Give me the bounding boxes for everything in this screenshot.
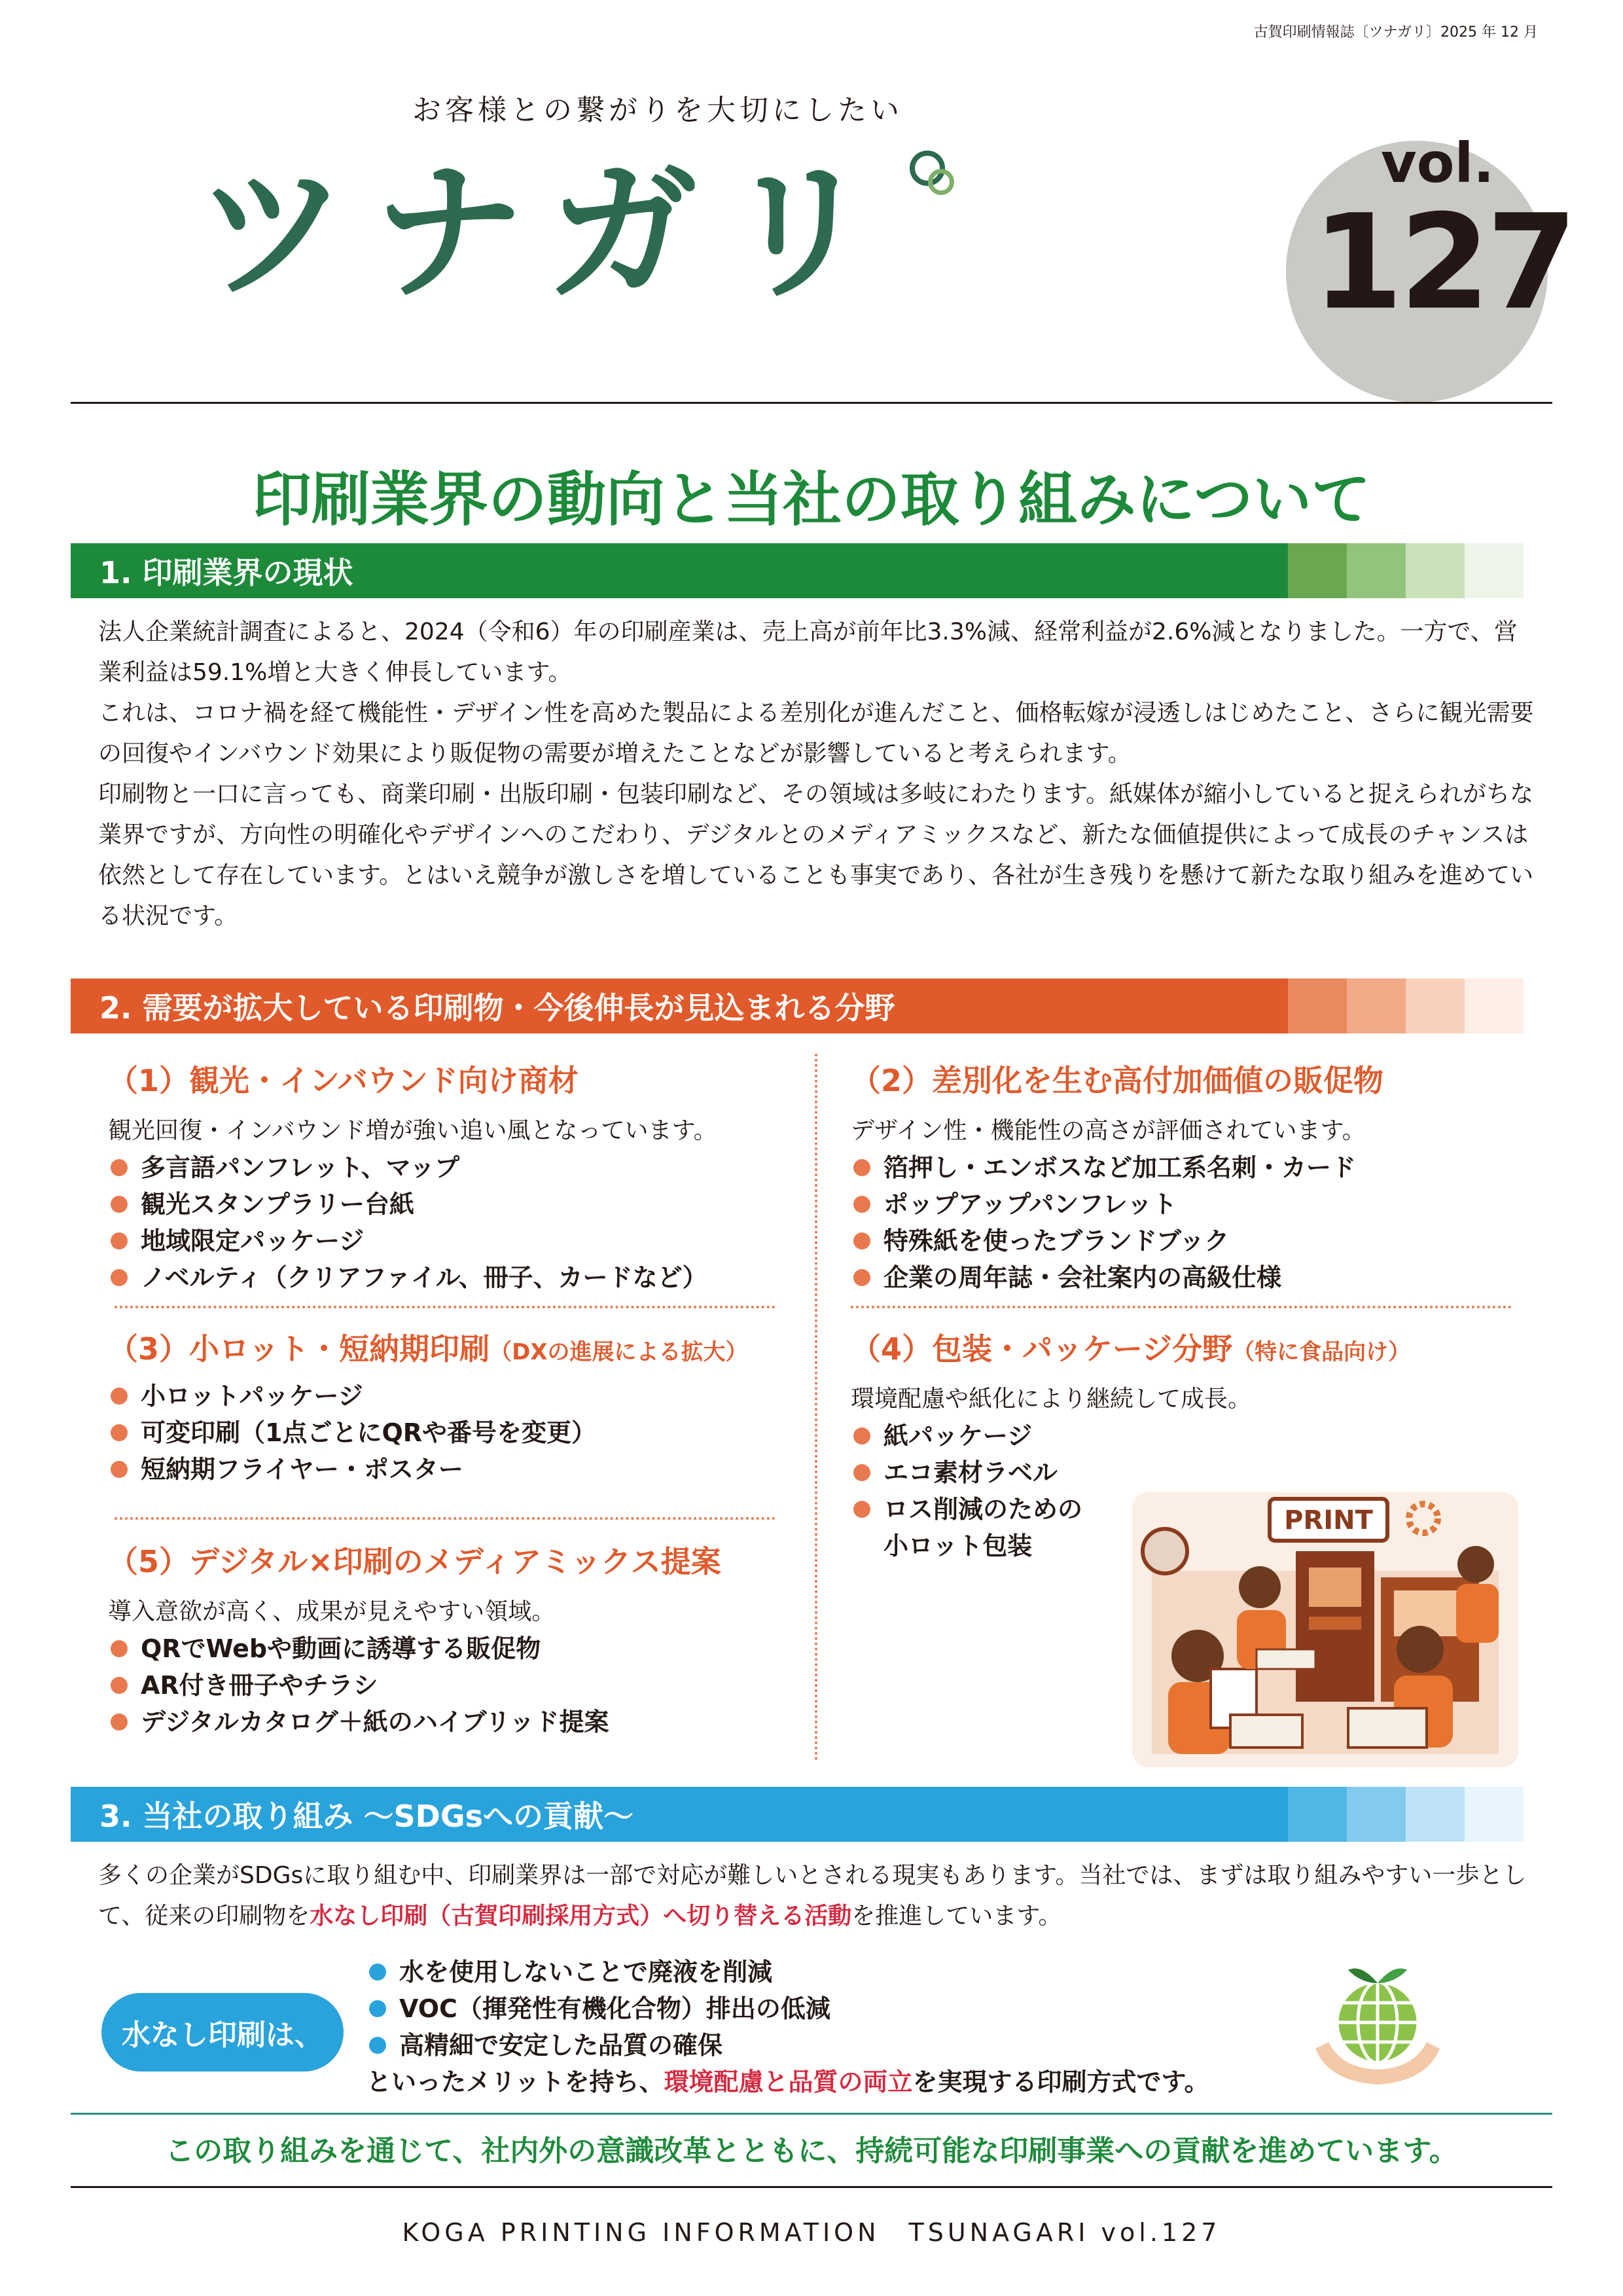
- list-item: ノベルティ（クリアファイル、冊子、カードなど）: [108, 1259, 795, 1296]
- block-divider: [851, 1306, 1512, 1308]
- section-2-tiles: [1288, 978, 1524, 1033]
- block-small-lot-heading: （3）小ロット・短納期印刷（DXの進展による拡大）: [108, 1331, 748, 1367]
- section-2-title: 2. 需要が拡大している印刷物・今後伸長が見込まれる分野: [99, 990, 895, 1026]
- issue-date-note: 古賀印刷情報誌〔ツナガリ〕2025 年 12 月: [1253, 24, 1538, 41]
- column-divider: [815, 1054, 817, 1761]
- list-item: 高精細で安定した品質の確保: [366, 2027, 1348, 2064]
- waterless-benefits: [366, 1954, 1348, 2100]
- block-divider: [115, 1306, 776, 1308]
- list-item: 水を使用しないことで廃液を削減: [366, 1954, 1348, 1990]
- volume-label: vol.: [1381, 131, 1495, 195]
- section-1-title: 1. 印刷業界の現状: [99, 555, 353, 590]
- logo-ring-mark-small: [928, 169, 954, 195]
- block-premium: [851, 1057, 1538, 1296]
- closing-divider: [71, 2113, 1552, 2115]
- block-divider: [115, 1517, 776, 1520]
- highlight-text: 環境配慮と品質の両立: [664, 2068, 913, 2096]
- section-1-body: [98, 612, 1538, 937]
- list-item: VOC（揮発性有機化合物）排出の低減: [366, 1990, 1348, 2027]
- list-item: ロス削減のための: [851, 1491, 1538, 1528]
- list-item: エコ素材ラベル: [851, 1454, 1538, 1491]
- block-packaging-intro: 環境配慮や紙化により継続して成長。: [851, 1386, 1252, 1412]
- list-item: 小ロットパッケージ: [108, 1378, 795, 1414]
- block-small-lot: [108, 1325, 795, 1488]
- merit-sentence: といったメリットを持ち、環境配慮と品質の両立を実現する印刷方式です。: [366, 2068, 1209, 2096]
- list-item: 観光スタンプラリー台紙: [108, 1186, 795, 1223]
- tagline: お客様との繋がりを大切にしたい: [412, 94, 903, 127]
- heading-note: （特に食品向け）: [1232, 1339, 1411, 1365]
- footer-text: KOGA PRINTING INFORMATION TSUNAGARI vol.127: [402, 2218, 1221, 2247]
- block-tourism-heading: （1）観光・インバウンド向け商材: [108, 1063, 579, 1098]
- printing-workers-illustration: [1132, 1492, 1518, 1767]
- section-1-paragraph: これは、コロナ禍を経て機能性・デザイン性を高めた製品による差別化が進んだこと、価格転嫁が浸透しはじめたこと、さらに観光需要の回復やインバウンド効果により販促物の需要が増えたことなどが影響していると考えられます。: [98, 700, 1534, 767]
- volume-number: 127: [1312, 187, 1574, 339]
- block-premium-intro: デザイン性・機能性の高さが評価されています。: [851, 1117, 1366, 1144]
- list-item: 多言語パンフレット、マップ: [108, 1149, 795, 1186]
- section-3-title: 3. 当社の取り組み 〜SDGsへの貢献〜: [99, 1799, 633, 1834]
- section-3-tiles: [1288, 1787, 1524, 1842]
- section-1-paragraph: 法人企業統計調査によると、2024（令和6）年の印刷産業は、売上高が前年比3.3%減、経常利益が2.6%減となりました。一方で、営業利益は59.1%増と大きく伸長しています。: [98, 619, 1518, 686]
- block-media-mix-heading: （5）デジタル×印刷のメディアミックス提案: [108, 1544, 721, 1579]
- highlight-text: 水なし印刷（古賀印刷採用方式）へ切り替える活動: [310, 1903, 852, 1929]
- globe-hands-icon: [1302, 1950, 1453, 2094]
- section-3-heading-bar: [71, 1787, 1522, 1842]
- block-tourism: [108, 1057, 795, 1296]
- closing-statement: この取り組みを通じて、社内外の意識改革とともに、持続可能な印刷事業への貢献を進めています。: [165, 2134, 1458, 2168]
- list-item: 企業の周年誌・会社案内の高級仕様: [851, 1259, 1538, 1296]
- logo-tsunagari: ツナガリ: [196, 144, 901, 321]
- header-divider: [71, 402, 1552, 404]
- list-item: 箔押し・エンボスなど加工系名刺・カード: [851, 1149, 1538, 1186]
- block-media-mix-intro: 導入意欲が高く、成果が見えやすい領域。: [108, 1598, 556, 1625]
- list-item-continued: 小ロット包装: [883, 1532, 1033, 1560]
- list-item: 短納期フライヤー・ポスター: [108, 1451, 795, 1488]
- list-item: デジタルカタログ＋紙のハイブリッド提案: [108, 1704, 795, 1740]
- print-sign-text: PRINT: [1284, 1505, 1373, 1535]
- block-tourism-intro: 観光回復・インバウンド増が強い追い風となっています。: [108, 1117, 717, 1144]
- list-item: QRでWebや動画に誘導する販促物: [108, 1630, 795, 1667]
- list-item: 特殊紙を使ったブランドブック: [851, 1223, 1538, 1259]
- section-1-tiles: [1288, 543, 1524, 598]
- section-3-body: [98, 1856, 1538, 1937]
- block-packaging-heading: （4）包装・パッケージ分野（特に食品向け）: [851, 1331, 1411, 1367]
- footer-divider: [71, 2186, 1552, 2188]
- block-premium-heading: （2）差別化を生む高付加価値の販促物: [851, 1063, 1384, 1098]
- section-2-heading-bar: [71, 978, 1522, 1033]
- waterless-printing-pill: 水なし印刷は、: [101, 1993, 344, 2072]
- list-item: 地域限定パッケージ: [108, 1223, 795, 1259]
- block-media-mix: [108, 1538, 795, 1740]
- list-item: ポップアップパンフレット: [851, 1186, 1538, 1223]
- heading-note: （DXの進展による拡大）: [490, 1339, 748, 1365]
- page-title: 印刷業界の動向と当社の取り組みについて: [252, 465, 1371, 534]
- section-3-paragraph: 多くの企業がSDGsに取り組む中、印刷業界は一部で対応が難しいとされる現実もあります。当社では、まずは取り組みやすい一歩として、従来の印刷物を水なし印刷（古賀印刷採用方式）へ切り替える活動を推進しています。: [98, 1862, 1527, 1929]
- list-item: 紙パッケージ: [851, 1418, 1538, 1454]
- section-1-paragraph: 印刷物と一口に言っても、商業印刷・出版印刷・包装印刷など、その領域は多岐にわたります。紙媒体が縮小していると捉えられがちな業界ですが、方向性の明確化やデザインへのこだわり、デジタルとのメディアミックスなど、新たな価値提供によって成長のチャンスは依然として存在しています。とはいえ競争が激しさを増していることも事実であり、各社が生き残りを懸けて新たな取り組みを進めている状況です。: [98, 781, 1534, 929]
- list-item: 可変印刷（1点ごとにQRや番号を変更）: [108, 1414, 795, 1451]
- section-1-heading-bar: [71, 543, 1522, 598]
- list-item: AR付き冊子やチラシ: [108, 1667, 795, 1704]
